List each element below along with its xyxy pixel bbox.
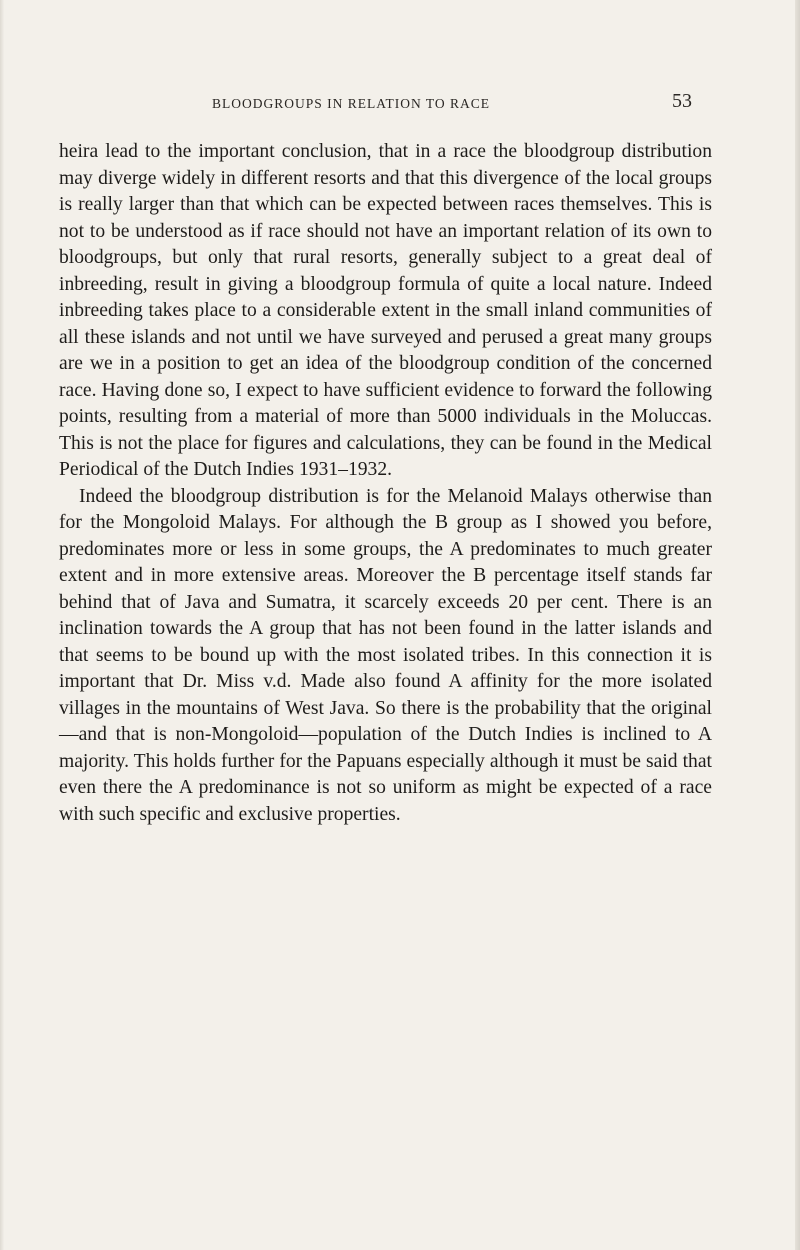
page-number: 53: [672, 90, 692, 112]
body-text: [59, 139, 712, 828]
page-right-edge: [795, 0, 800, 1250]
running-head: BLOODGROUPS IN RELATION TO RACE: [212, 96, 491, 111]
paragraph-1: heira lead to the important conclusion, that in a race the bloodgroup distribution may diverge widely in different resorts and that this divergence of the local groups is really larger than that which can be expected between races themselves. This is not to be understood as if race should not have an important relation of its own to bloodgroups, but only that rural resorts, generally subject to a great deal of inbreeding, result in giving a bloodgroup formula of quite a local nature. Indeed inbreeding takes place to a considerable extent in the small inland communities of all these islands and not until we have surveyed and perused a great many groups are we in a position to get an idea of the bloodgroup condition of the concerned race. Having done so, I expect to have sufficient evidence to forward the following points, resulting from a material of more than 5000 individuals in the Moluccas. This is not the place for figures and calculations, they can be found in the Medical Periodical of the Dutch Indies 1931–1932.: [59, 141, 712, 480]
paragraph-2: Indeed the bloodgroup distribution is for the Melanoid Malays otherwise than for the Mongoloid Malays. For although the B group as I showed you before, predominates more or less in some groups, the A predominates to much greater extent and in more extensive areas. Moreover the B percentage itself stands far behind that of Java and Sumatra, it scarcely exceeds 20 per cent. There is an inclination towards the A group that has not been found in the latter islands and that seems to be bound up with the most isolated tribes. In this connection it is important that Dr. Miss v.d. Made also found A affinity for the more isolated villages in the mountains of West Java. So there is the probability that the original—and that is non-Mongoloid—population of the Dutch Indies is inclined to A majority. This holds further for the Papuans especially although it must be said that even there the A predominance is not so uniform as might be expected of a race with such specific and exclusive properties.: [59, 485, 712, 825]
page-left-edge: [0, 0, 4, 1250]
